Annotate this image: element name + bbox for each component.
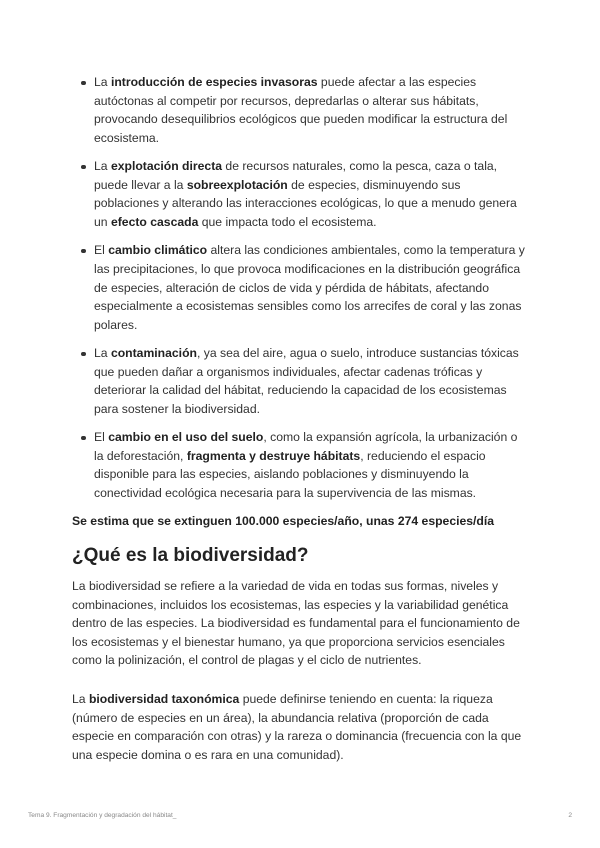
bullet-pollution: La contaminación, ya sea del aire, agua o suelo, introduce sustancias tóxicas que pueden dañar a organismos individuales, afectar cadenas tróficas y deteriorar la calidad del hábitat, reduciendo la capacidad de los ecosistemas para sostener la biodiversidad. xyxy=(94,344,528,418)
bold-term: cambio en el uso del suelo xyxy=(108,430,264,445)
bold-term: contaminación xyxy=(110,346,197,361)
taxonomic-biodiversity-paragraph: La biodiversidad taxonómica puede definirse teniendo en cuenta: la riqueza (número de especies en un área), la abundancia relativa (proporción de cada especie en comparación con otras) y la rareza o dominancia (frecuencia con la que una especie domina o es rara en una comunidad). xyxy=(72,692,522,762)
bold-term: introducción de especies invasoras xyxy=(110,75,318,89)
bold-term: biodiversidad taxonómica xyxy=(88,692,240,706)
bold-term: sobreexplotación xyxy=(186,177,288,192)
extinction-estimate: Se estima que se extinguen 100.000 especies/año, unas 274 especies/día xyxy=(72,514,495,528)
bullet-land-use-change: El cambio en el uso del suelo, como la expansión agrícola, la urbanización o la deforestación, fragmenta y destruye hábitats, reduciendo el espacio disponible para las especies, aislando poblaciones y disminuyendo la conectividad ecológica necesaria para la supervivencia de las mismas. xyxy=(94,428,528,502)
page-number: 2 xyxy=(568,812,572,819)
bullet-climate-change: El cambio climático altera las condiciones ambientales, como la temperatura y las precipitaciones, lo que provoca modificaciones en la distribución geográfica de especies, alteración de ciclos de vida y pérdida de hábitats, afectando especialmente a ecosistemas sensibles como los arrecifes de coral y las zonas polares. xyxy=(94,241,528,334)
bullet-direct-exploitation: La explotación directa de recursos naturales, como la pesca, caza o tala, puede llevar a la sobreexplotación de especies, disminuyendo sus poblaciones y alterando las interacciones ecológicas, lo que a menudo genera un efecto cascada que impacta todo el ecosistema. xyxy=(94,157,528,231)
section-heading: ¿Qué es la biodiversidad? xyxy=(72,545,309,566)
bullet-invasive-species: La introducción de especies invasoras puede afectar a las especies autóctonas al competir por recursos, depredarlas o alterar sus hábitats, provocando desequilibrios ecológicos que pueden modificar la estructura del ecosistema. xyxy=(94,73,528,147)
bold-term: efecto cascada xyxy=(110,214,199,229)
bold-term: explotación directa xyxy=(110,159,223,174)
bold-term: cambio climático xyxy=(108,243,208,258)
footer-title: Tema 9. Fragmentación y degradación del hábitat_ xyxy=(28,812,177,819)
causes-bullet-list xyxy=(78,73,528,512)
biodiversity-definition-paragraph: La biodiversidad se refiere a la variedad de vida en todas sus formas, niveles y combinaciones, incluidos los ecosistemas, las especies y la variabilidad genética dentro de las especies. La biodiversidad es fundamental para el funcionamiento de los ecosistemas y el bienestar humano, ya que proporciona servicios esenciales como la polinización, el control de plagas y el ciclo de nutrientes. xyxy=(72,579,520,668)
bold-term: fragmenta y destruye hábitats xyxy=(186,448,361,463)
